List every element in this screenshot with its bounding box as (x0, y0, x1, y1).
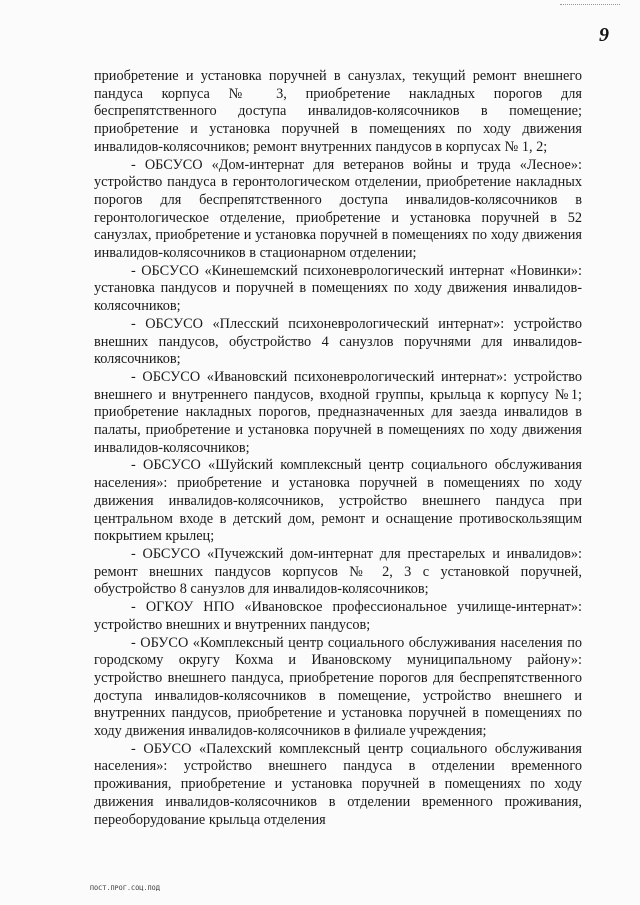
paragraph: - ОБСУСО «Плесский психоневрологический интернат»: устройство внешних пандусов, обустройство 4 санузлов поручнями для инвалидов-колясочников; (94, 315, 582, 368)
paragraph: - ОБСУСО «Шуйский комплексный центр социального обслуживания населения»: приобретение и установка поручней в помещениях по ходу движения инвалидов-колясочников, устройство внешнего пандуса при центральном входе в детский дом, ремонт и оснащение противоскользящим покрытием крылец; (94, 457, 582, 545)
paragraph: - ОБУСО «Палехский комплексный центр социального обслуживания населения»: устройство внешнего пандуса в отделении временного проживания, приобретение и установка поручней в помещениях по ходу движения инвалидов-колясочников в отделении временного проживания, переоборудование крыльца отделения (94, 740, 582, 828)
paragraph: - ОГКОУ НПО «Ивановское профессиональное училище-интернат»: устройство внешних и внутренних пандусов; (94, 599, 582, 633)
paragraph: - ОБСУСО «Пучежский дом-интернат для престарелых и инвалидов»: ремонт внешних пандусов корпусов № 2, 3 с установкой поручней, обустройство 8 санузлов для инвалидов-колясочников; (94, 545, 582, 598)
footer-code: ПОСТ.ПРОГ.СОЦ.ПОД (90, 884, 160, 892)
page-number: 9 (599, 24, 609, 46)
paragraph: - ОБСУСО «Ивановский психоневрологический интернат»: устройство внешнего и внутреннего пандусов, входной группы, крыльца к корпусу №1; приобретение накладных порогов, предназначенных для заезда инвалидов в палаты, приобретение и установка поручней в помещениях по ходу движения инвалидов-колясочников; (94, 368, 582, 456)
paragraph: приобретение и установка поручней в санузлах, текущий ремонт внешнего пандуса корпуса № 3, приобретение накладных порогов для беспрепятственного доступа инвалидов-колясочников в помещение; приобретение и установка поручней в помещениях по ходу движения инвалидов-колясочников; ремонт внутренних пандусов в корпусах № 1, 2; (94, 68, 582, 155)
paragraph: - ОБСУСО «Дом-интернат для ветеранов войны и труда «Лесное»: устройство пандуса в геронтологическом отделении, приобретение накладных порогов для беспрепятственного доступа инвалидов-колясочников в геронтологическое отделение, приобретение и установка поручней в 52 санузлах, приобретение и установка поручней в помещениях по ходу движения инвалидов-колясочников в стационарном отделении; (94, 156, 582, 262)
document-body (94, 68, 582, 829)
paragraph: - ОБУСО «Комплексный центр социального обслуживания населения по городскому округу Кохма и Ивановскому муниципальному району»: устройство внешнего пандуса, приобретение порогов для беспрепятственного доступа инвалидов-колясочников в помещение, устройство внешнего и внутренних пандусов, приобретение и установка поручней в помещениях по ходу движения инвалидов-колясочников в филиале учреждения; (94, 634, 582, 740)
scan-artifact (560, 4, 620, 7)
paragraph: - ОБСУСО «Кинешемский психоневрологический интернат «Новинки»: установка пандусов и поручней в помещениях по ходу движения инвалидов-колясочников; (94, 262, 582, 315)
